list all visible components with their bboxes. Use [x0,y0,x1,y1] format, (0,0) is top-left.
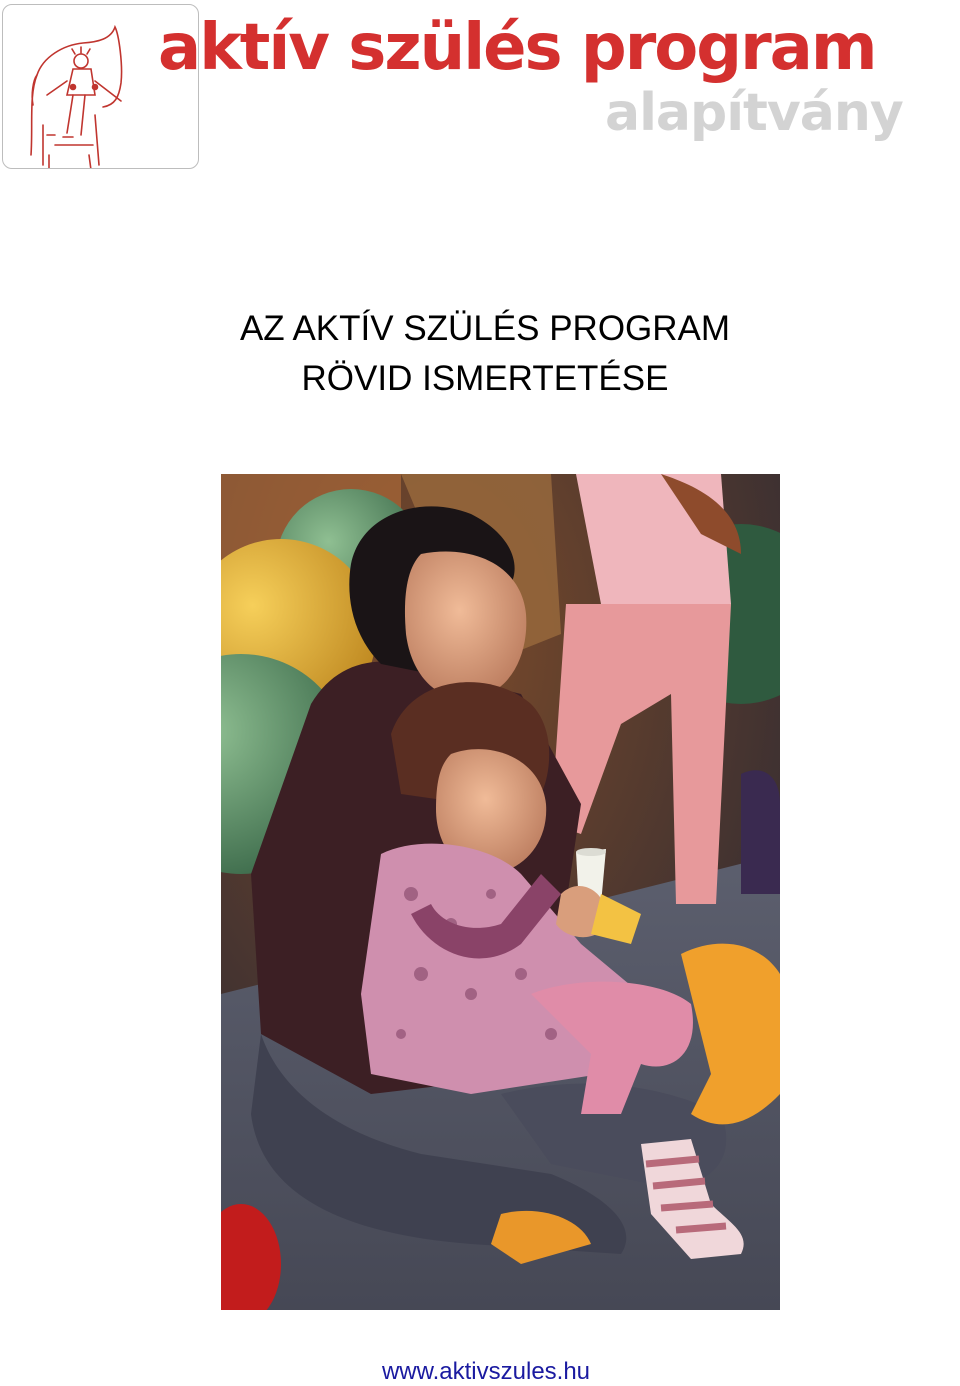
mother-and-child-photo [221,474,780,1310]
page-title [0,304,960,404]
brand-title: aktív szülés program [158,11,876,85]
title-line-2: RÖVID ISMERTETÉSE [301,359,669,398]
title-line-1: AZ AKTÍV SZÜLÉS PROGRAM [239,309,731,348]
website-link[interactable]: www.aktivszules.hu [381,1358,591,1385]
brand-subtitle: alapítvány [605,83,903,143]
